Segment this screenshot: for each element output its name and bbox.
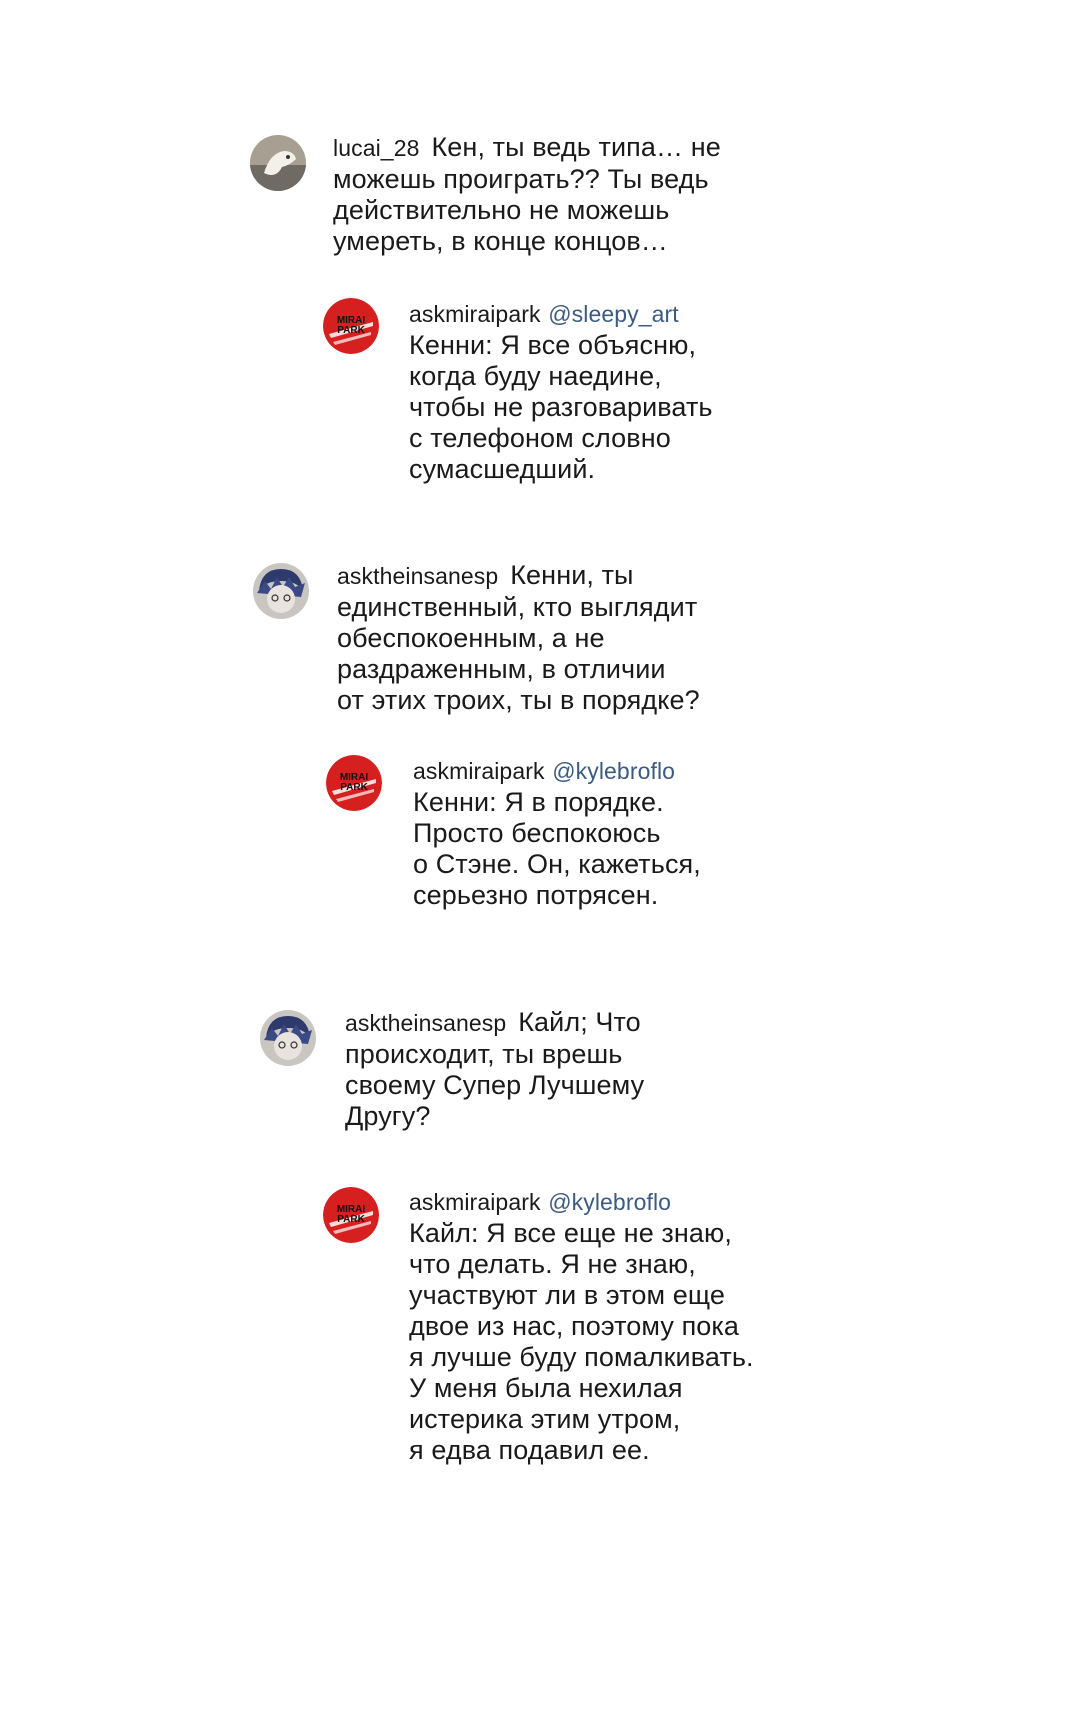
comment-text: можешь проиграть?? Ты ведь — [333, 164, 709, 194]
svg-text:PARK: PARK — [337, 325, 365, 336]
mention-link[interactable]: @kylebroflo — [552, 758, 676, 784]
comment-text: действительно не можешь — [333, 195, 670, 225]
avatar[interactable] — [323, 1187, 379, 1243]
comment-text: участвуют ли в этом еще — [409, 1280, 725, 1310]
comment-text: умереть, в конце концов… — [333, 226, 668, 256]
avatar[interactable] — [260, 1010, 316, 1066]
comment-text: я едва подавил ее. — [409, 1435, 650, 1465]
avatar[interactable] — [323, 298, 379, 354]
comment-text: своему Супер Лучшему — [345, 1070, 645, 1100]
mirai-park-logo-icon — [326, 755, 382, 811]
comment-text: от этих троих, ты в порядке? — [337, 685, 700, 715]
avatar[interactable] — [250, 135, 306, 191]
svg-text:PARK: PARK — [337, 1214, 365, 1225]
comment-text: двое из нас, поэтому пока — [409, 1311, 740, 1341]
white-animal-avatar-icon — [250, 135, 306, 191]
comment-text: У меня была нехилая — [409, 1373, 683, 1403]
comment-text: Просто беспокоюсь — [413, 818, 661, 848]
comment-username[interactable]: lucai_28 — [333, 135, 420, 161]
anime-character-avatar-icon — [260, 1010, 316, 1066]
comment-text: о Стэне. Он, кажеться, — [413, 849, 701, 879]
comment-text: серьезно потрясен. — [413, 880, 659, 910]
svg-text:MIRAI: MIRAI — [336, 1204, 366, 1215]
avatar[interactable] — [253, 563, 309, 619]
comment-text: Кенни: Я все объясню, — [409, 330, 697, 360]
comment-text: когда буду наедине, — [409, 361, 662, 391]
mention-link[interactable]: @kylebroflo — [548, 1189, 672, 1215]
comment-text: чтобы не разговаривать — [409, 392, 713, 422]
comment-text: происходит, ты врешь — [345, 1039, 623, 1069]
svg-text:PARK: PARK — [340, 782, 368, 793]
comment-username[interactable]: askmiraipark — [413, 758, 545, 784]
comment-text: Кайл; Что — [518, 1007, 641, 1037]
comment-text: единственный, кто выглядит — [337, 592, 698, 622]
comment-text: сумасшедший. — [409, 454, 596, 484]
comment-text: Кенни, ты — [510, 560, 634, 590]
comment-text: обеспокоенным, а не — [337, 623, 605, 653]
mirai-park-logo-icon — [323, 1187, 379, 1243]
comment-text: Другу? — [345, 1101, 431, 1131]
comment-username[interactable]: askmiraipark — [409, 301, 541, 327]
comment-text: Кайл: Я все еще не знаю, — [409, 1218, 732, 1248]
avatar[interactable] — [326, 755, 382, 811]
comment-text: раздраженным, в отличии — [337, 654, 666, 684]
comment-text: я лучше буду помалкивать. — [409, 1342, 754, 1372]
comment-text: Кенни: Я в порядке. — [413, 787, 664, 817]
svg-text:MIRAI: MIRAI — [339, 772, 369, 783]
comment-text: с телефоном словно — [409, 423, 671, 453]
comment-text: что делать. Я не знаю, — [409, 1249, 696, 1279]
mention-link[interactable]: @sleepy_art — [548, 301, 679, 327]
comment-username[interactable]: asktheinsanesp — [345, 1010, 507, 1036]
comment-text: Кен, ты ведь типа… не — [431, 132, 721, 162]
comment-username[interactable]: askmiraipark — [409, 1189, 541, 1215]
comment-text: истерика этим утром, — [409, 1404, 681, 1434]
comment-username[interactable]: asktheinsanesp — [337, 563, 499, 589]
svg-text:MIRAI: MIRAI — [336, 315, 366, 326]
mirai-park-logo-icon — [323, 298, 379, 354]
anime-character-avatar-icon — [253, 563, 309, 619]
